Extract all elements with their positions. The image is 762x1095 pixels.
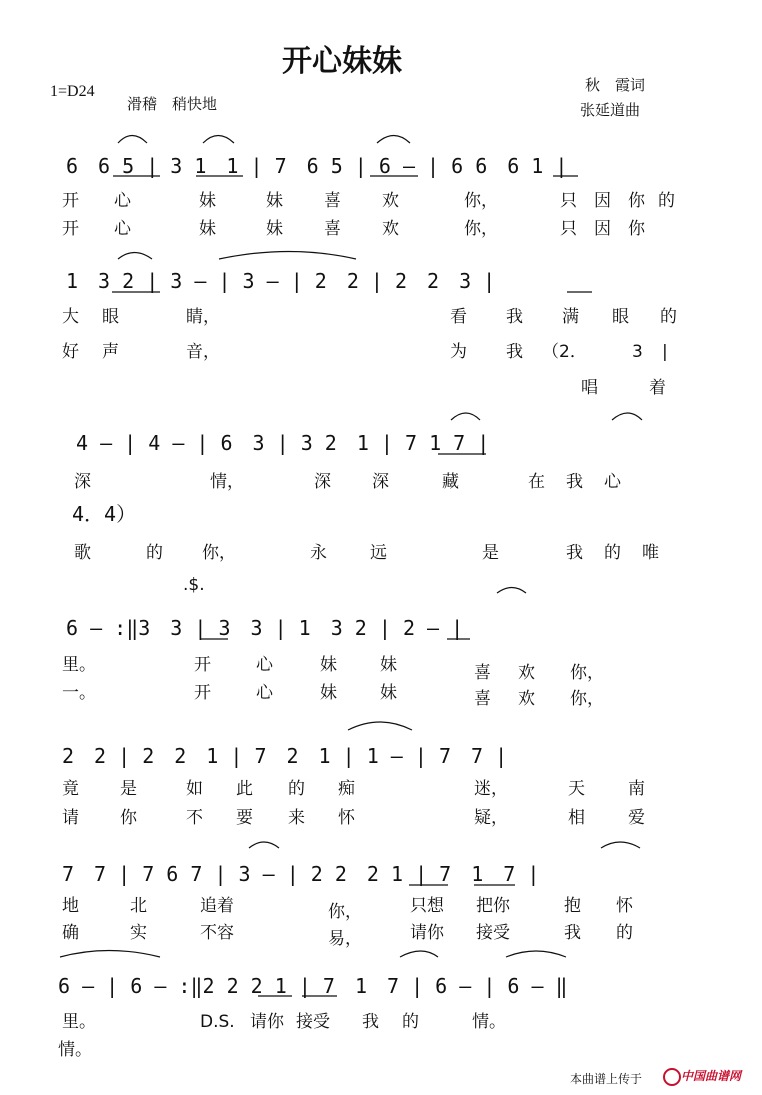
- notation-line-7: 6 — | 6 — :‖2 2 2 1 | 7 1 7 | 6 — | 6 — ‖: [58, 974, 568, 998]
- lyric: 接受: [296, 1012, 330, 1032]
- lyric: 的: [660, 307, 677, 327]
- lyric: 心: [114, 219, 131, 239]
- tempo-marking: 滑稽 稍快地: [127, 95, 218, 113]
- lyric: 如: [186, 779, 203, 799]
- lyric: 歌: [74, 543, 91, 563]
- lyric: 我: [362, 1012, 379, 1032]
- lyric: 不: [186, 808, 203, 828]
- lyric: 你，: [328, 902, 362, 922]
- lyric: 情。: [472, 1012, 506, 1032]
- lyric: 眼: [612, 307, 629, 327]
- lyric: 因: [594, 219, 611, 239]
- lyric: 来: [288, 808, 305, 828]
- lyric: 深: [314, 472, 331, 492]
- composer: 张延道曲: [580, 101, 641, 119]
- lyric: 因: [594, 191, 611, 211]
- lyric: 你，: [570, 663, 604, 683]
- lyric: 喜: [324, 191, 341, 211]
- lyric: 开: [194, 683, 211, 703]
- logo-icon: [663, 1068, 681, 1086]
- lyric: 只: [560, 219, 577, 239]
- key-signature: 1=D24: [50, 83, 95, 100]
- lyric: 只: [560, 191, 577, 211]
- lyric: 只想: [410, 896, 444, 916]
- lyric: 的: [402, 1012, 419, 1032]
- lyric: 抱: [564, 896, 581, 916]
- lyric: 情，: [210, 472, 244, 492]
- lyric: 好: [62, 342, 79, 362]
- lyric: 妹: [266, 219, 283, 239]
- lyric: 我: [566, 472, 583, 492]
- lyric: 里。: [62, 655, 96, 675]
- lyric: 音，: [186, 342, 220, 362]
- lyric: 痴: [338, 779, 355, 799]
- lyric: 喜: [324, 219, 341, 239]
- lyric: 妹: [380, 655, 397, 675]
- lyric: 是: [482, 543, 499, 563]
- alt-notation-line-3: 4．4）: [72, 502, 137, 526]
- lyric: 永: [310, 543, 327, 563]
- lyric: 要: [236, 808, 253, 828]
- lyric: 疑，: [474, 808, 508, 828]
- lyric: 天: [568, 779, 585, 799]
- lyric: 请你: [410, 923, 444, 943]
- notation-line-5: 2 2 | 2 2 1 | 7 2 1 | 1 — | 7 7 |: [62, 744, 508, 768]
- lyric: 着: [649, 378, 666, 398]
- lyric: 妹: [380, 683, 397, 703]
- lyric: 里。: [62, 1012, 96, 1032]
- lyric: 眼: [102, 307, 119, 327]
- site-name: 中国曲谱网: [681, 1069, 742, 1083]
- lyric: 你，: [202, 543, 236, 563]
- lyric: 迷，: [474, 779, 508, 799]
- lyric: 你，: [570, 689, 604, 709]
- lyric: 的: [658, 191, 675, 211]
- lyric: 妹: [320, 655, 337, 675]
- lyric: 3: [632, 342, 643, 362]
- lyricist: 秋 霞词: [585, 76, 646, 94]
- lyric: 心: [114, 191, 131, 211]
- lyric: 你，: [464, 191, 498, 211]
- lyric: 我: [564, 923, 581, 943]
- lyric: 请: [62, 808, 79, 828]
- lyric: 竟: [62, 779, 79, 799]
- lyric: 妹: [320, 683, 337, 703]
- lyric: 我: [566, 543, 583, 563]
- lyric: 开: [62, 219, 79, 239]
- lyric: 一。: [62, 683, 96, 703]
- lyric: 欢: [518, 663, 535, 683]
- lyric: 的: [146, 543, 163, 563]
- lyric: 追着: [200, 896, 234, 916]
- segno-sign: .$.: [183, 575, 205, 595]
- lyric: 南: [628, 779, 645, 799]
- lyric: 喜: [474, 663, 491, 683]
- lyric: 我: [506, 307, 523, 327]
- lyric: 地: [62, 896, 79, 916]
- lyric: （2．: [542, 342, 587, 362]
- lyric: 我: [506, 342, 523, 362]
- lyric: 唱: [581, 378, 598, 398]
- lyric: 心: [256, 655, 273, 675]
- lyric: 深: [372, 472, 389, 492]
- lyric: 你: [628, 219, 645, 239]
- lyric: 你: [120, 808, 137, 828]
- lyric: 睛，: [186, 307, 220, 327]
- lyric: 实: [130, 923, 147, 943]
- lyric: 欢: [382, 219, 399, 239]
- lyric: 欢: [518, 689, 535, 709]
- notation-line-1: 6 6 5 | 3 1 1 | 7 6 5 | 6 — | 6 6 6 1 |: [66, 154, 568, 178]
- lyric: 为: [450, 342, 467, 362]
- lyric: 唯: [642, 543, 659, 563]
- lyric: 满: [562, 307, 579, 327]
- notation-line-6: 7 7 | 7 6 7 | 3 — | 2 2 2 1 | 7 1 7 |: [62, 862, 540, 886]
- lyric: 是: [120, 779, 137, 799]
- lyric: 此: [236, 779, 253, 799]
- lyric: |: [662, 342, 668, 362]
- lyric: 你，: [464, 219, 498, 239]
- lyric: 心: [604, 472, 621, 492]
- lyric: 开: [194, 655, 211, 675]
- lyric: 藏: [442, 472, 459, 492]
- lyric: 确: [62, 923, 79, 943]
- lyric: 远: [370, 543, 387, 563]
- lyric: 相: [568, 808, 585, 828]
- lyric: 请你: [250, 1012, 284, 1032]
- lyric: 北: [130, 896, 147, 916]
- lyric: 的: [288, 779, 305, 799]
- lyric: 看: [450, 307, 467, 327]
- site-logo[interactable]: [663, 1068, 749, 1086]
- lyric: 的: [604, 543, 621, 563]
- lyric: 易，: [328, 929, 362, 949]
- notation-line-3: 4 — | 4 — | 6 3 | 3 2 1 | 7 1 7 |: [76, 431, 490, 455]
- lyric: 喜: [474, 689, 491, 709]
- lyric: 在: [528, 472, 545, 492]
- lyric: 你: [628, 191, 645, 211]
- lyric: 情。: [58, 1040, 92, 1060]
- lyric: 妹: [199, 219, 216, 239]
- lyric: 接受: [476, 923, 510, 943]
- notation-line-2: 1 3 2 | 3 — | 3 — | 2 2 | 2 2 3 |: [66, 269, 496, 293]
- lyric: 怀: [338, 808, 355, 828]
- lyric: 的: [616, 923, 633, 943]
- upload-label: 本曲谱上传于: [570, 1072, 643, 1086]
- lyric: 妹: [199, 191, 216, 211]
- lyric: 大: [62, 307, 79, 327]
- lyric: 把你: [476, 896, 510, 916]
- lyric: 心: [256, 683, 273, 703]
- lyric: 妹: [266, 191, 283, 211]
- lyric: 爱: [628, 808, 645, 828]
- page-title: 开心妹妹: [282, 44, 402, 79]
- lyric: 深: [74, 472, 91, 492]
- lyric: 开: [62, 191, 79, 211]
- lyric: 怀: [616, 896, 633, 916]
- lyric: 不容: [200, 923, 234, 943]
- lyric: 声: [102, 342, 119, 362]
- lyric: 欢: [382, 191, 399, 211]
- lyric: D.S.: [200, 1012, 235, 1032]
- notation-line-4: 6 — :‖3 3 | 3 3 | 1 3 2 | 2 — |: [66, 616, 464, 640]
